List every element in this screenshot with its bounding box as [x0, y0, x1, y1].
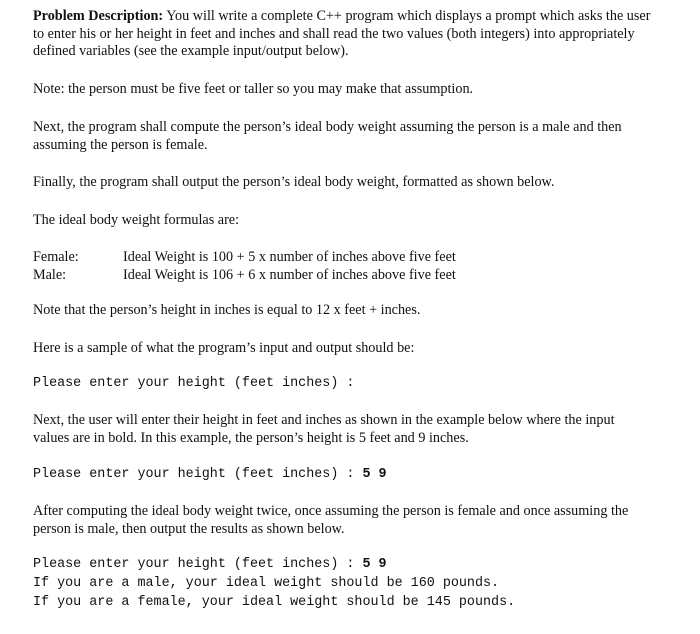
output-paragraph: Finally, the program shall output the person’s ideal body weight, formatted as shown below. — [33, 174, 555, 190]
problem-description — [33, 8, 653, 61]
code-output-prompt — [33, 555, 653, 574]
code-prompt-1: Please enter your height (feet inches) : — [33, 376, 355, 391]
formula-row-male — [33, 266, 653, 284]
prompt-input: 5 9 — [362, 467, 387, 482]
formula-label: Male: — [33, 267, 67, 283]
code-prompt-2 — [33, 465, 653, 484]
user-input-paragraph: Next, the user will enter their height in feet and inches as shown in the example below where the input values are in bold. In this example, the person’s height is 5 feet and 9 inches. — [33, 412, 615, 446]
formula-text: Ideal Weight is 100 + 5 x number of inches above five feet — [123, 249, 456, 265]
prompt-text: Please enter your height (feet inches) : — [33, 557, 363, 572]
note-five-feet: Note: the person must be five feet or taller so you may make that assumption. — [33, 80, 474, 97]
problem-heading: Problem Description: — [33, 8, 164, 24]
prompt-text: Please enter your height (feet inches) : — [33, 467, 363, 482]
compute-paragraph: Next, the program shall compute the person’s ideal body weight assuming the person is a male and then assuming the person is female. — [33, 119, 622, 153]
sample-intro: Here is a sample of what the program’s input and output should be: — [33, 339, 415, 356]
code-output-block — [33, 555, 653, 612]
after-paragraph: After computing the ideal body weight twice, once assuming the person is female and once assuming the person is male, then output the results as shown below. — [33, 503, 629, 537]
formula-label: Female: — [33, 249, 79, 265]
code-output-male: If you are a male, your ideal weight should be 160 pounds. — [33, 576, 500, 591]
formula-row-female — [33, 248, 653, 266]
problem-intro: You will write a complete C++ program which displays a prompt which asks the user to enter his or her height in feet and inches and shall read the two values (both integers) into appropriately defined variables (see the example input/output below). — [33, 8, 651, 59]
document-page — [33, 8, 653, 612]
formulas-intro: The ideal body weight formulas are: — [33, 211, 240, 228]
cutoff-text-fragment — [33, 627, 293, 634]
height-note: Note that the person’s height in inches is equal to 12 x feet + inches. — [33, 302, 421, 318]
prompt-input: 5 9 — [362, 557, 387, 572]
formula-text: Ideal Weight is 106 + 6 x number of inches above five feet — [123, 267, 456, 283]
code-output-female: If you are a female, your ideal weight should be 145 pounds. — [33, 595, 516, 610]
formulas-block — [33, 248, 653, 284]
